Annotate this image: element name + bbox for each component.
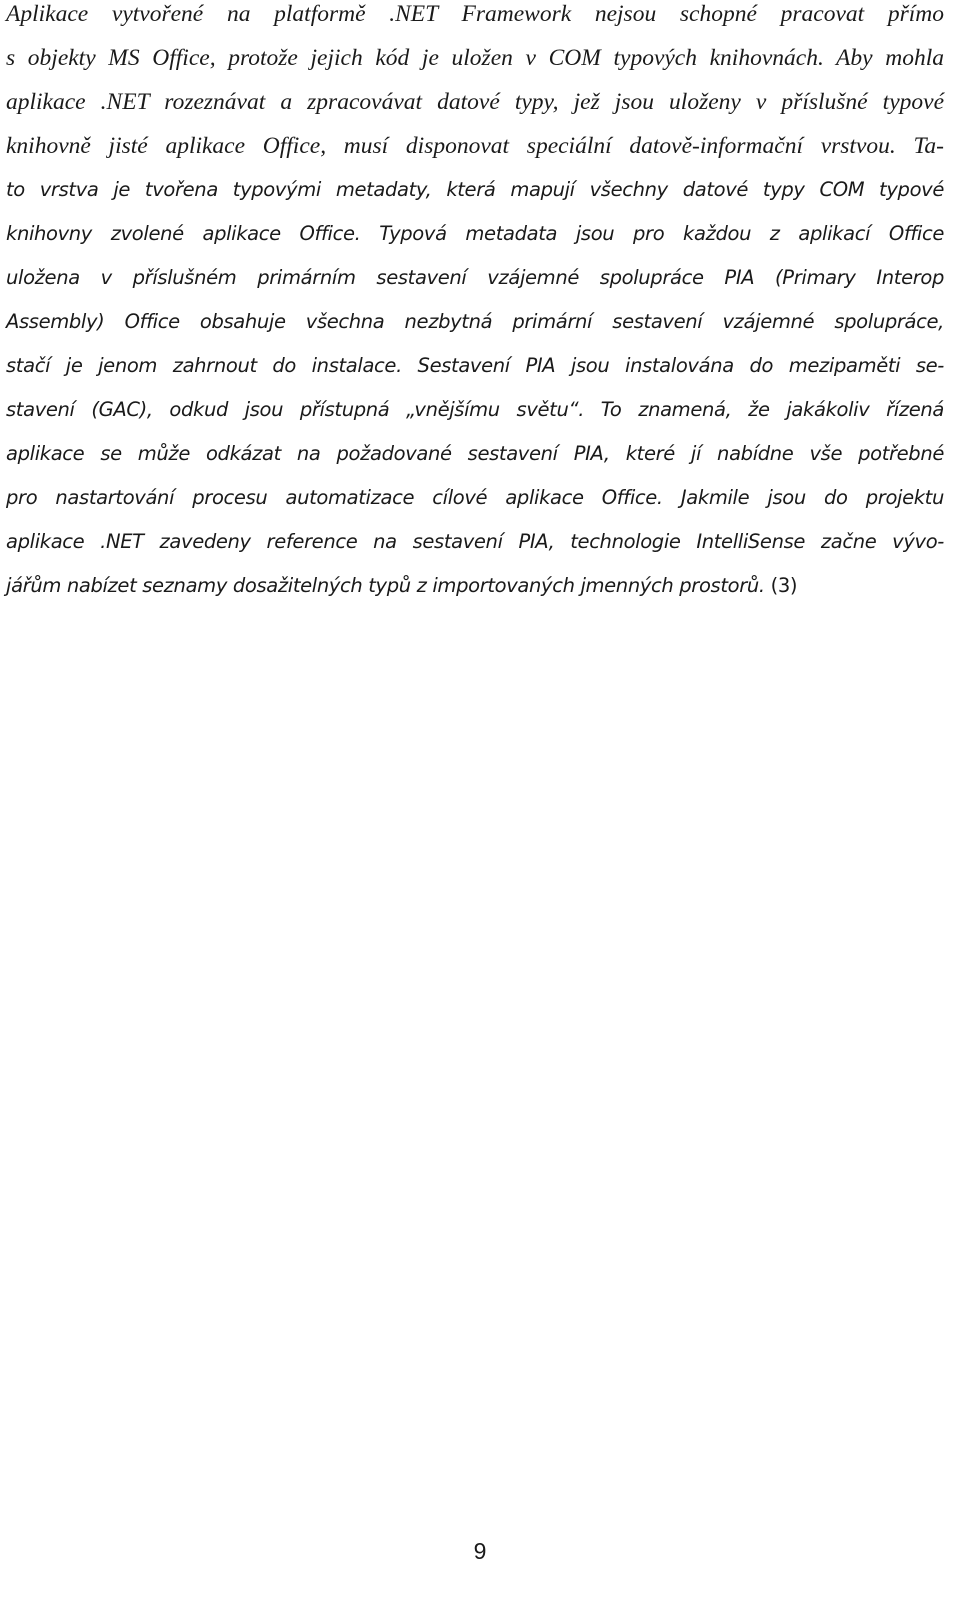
page-number: 9 <box>473 1538 487 1564</box>
paragraph-line: jářům nabízet seznamy dosažitelných typů z importovaných jmenných prostorů. <box>6 574 765 597</box>
paragraph-line: stačí je jenom zahrnout do instalace. Sestavení PIA jsou instalována do mezipaměti se- <box>6 354 944 377</box>
paragraph-line: s objekty MS Office, protože jejich kód je uložen v COM typových knihovnách. Aby mohla <box>6 45 944 71</box>
paragraph-line: aplikace se může odkázat na požadované sestavení PIA, které jí nabídne vše potřebné <box>6 442 944 465</box>
paragraph-last-line <box>6 564 797 608</box>
paragraph-line: to vrstva je tvořena typovými metadaty, která mapují všechny datové typy COM typové <box>6 178 944 201</box>
paragraph-line: pro nastartování procesu automatizace cílové aplikace Office. Jakmile jsou do projektu <box>6 486 944 509</box>
paragraph-line: knihovně jisté aplikace Office, musí disponovat speciální datově-informační vrstvou. Ta- <box>6 133 944 159</box>
citation-reference: (3) <box>770 574 798 597</box>
paragraph-line: aplikace .NET rozeznávat a zpracovávat datové typy, jež jsou uloženy v příslušné typové <box>6 89 944 115</box>
paragraph-line: Aplikace vytvořené na platformě .NET Framework nejsou schopné pracovat přímo <box>6 1 944 27</box>
paragraph-line: uložena v příslušném primárním sestavení vzájemné spolupráce PIA (Primary Interop <box>6 266 944 289</box>
paragraph-line: aplikace .NET zavedeny reference na sestavení PIA, technologie IntelliSense začne vývo- <box>6 530 944 553</box>
paragraph-line: Assembly) Office obsahuje všechna nezbytná primární sestavení vzájemné spolupráce, <box>6 310 944 333</box>
paragraph-line: knihovny zvolené aplikace Office. Typová metadata jsou pro každou z aplikací Office <box>6 222 944 245</box>
paragraph-line: stavení (GAC), odkud jsou přístupná „vnějšímu světu“. To znamená, že jakákoliv řízená <box>6 398 944 421</box>
